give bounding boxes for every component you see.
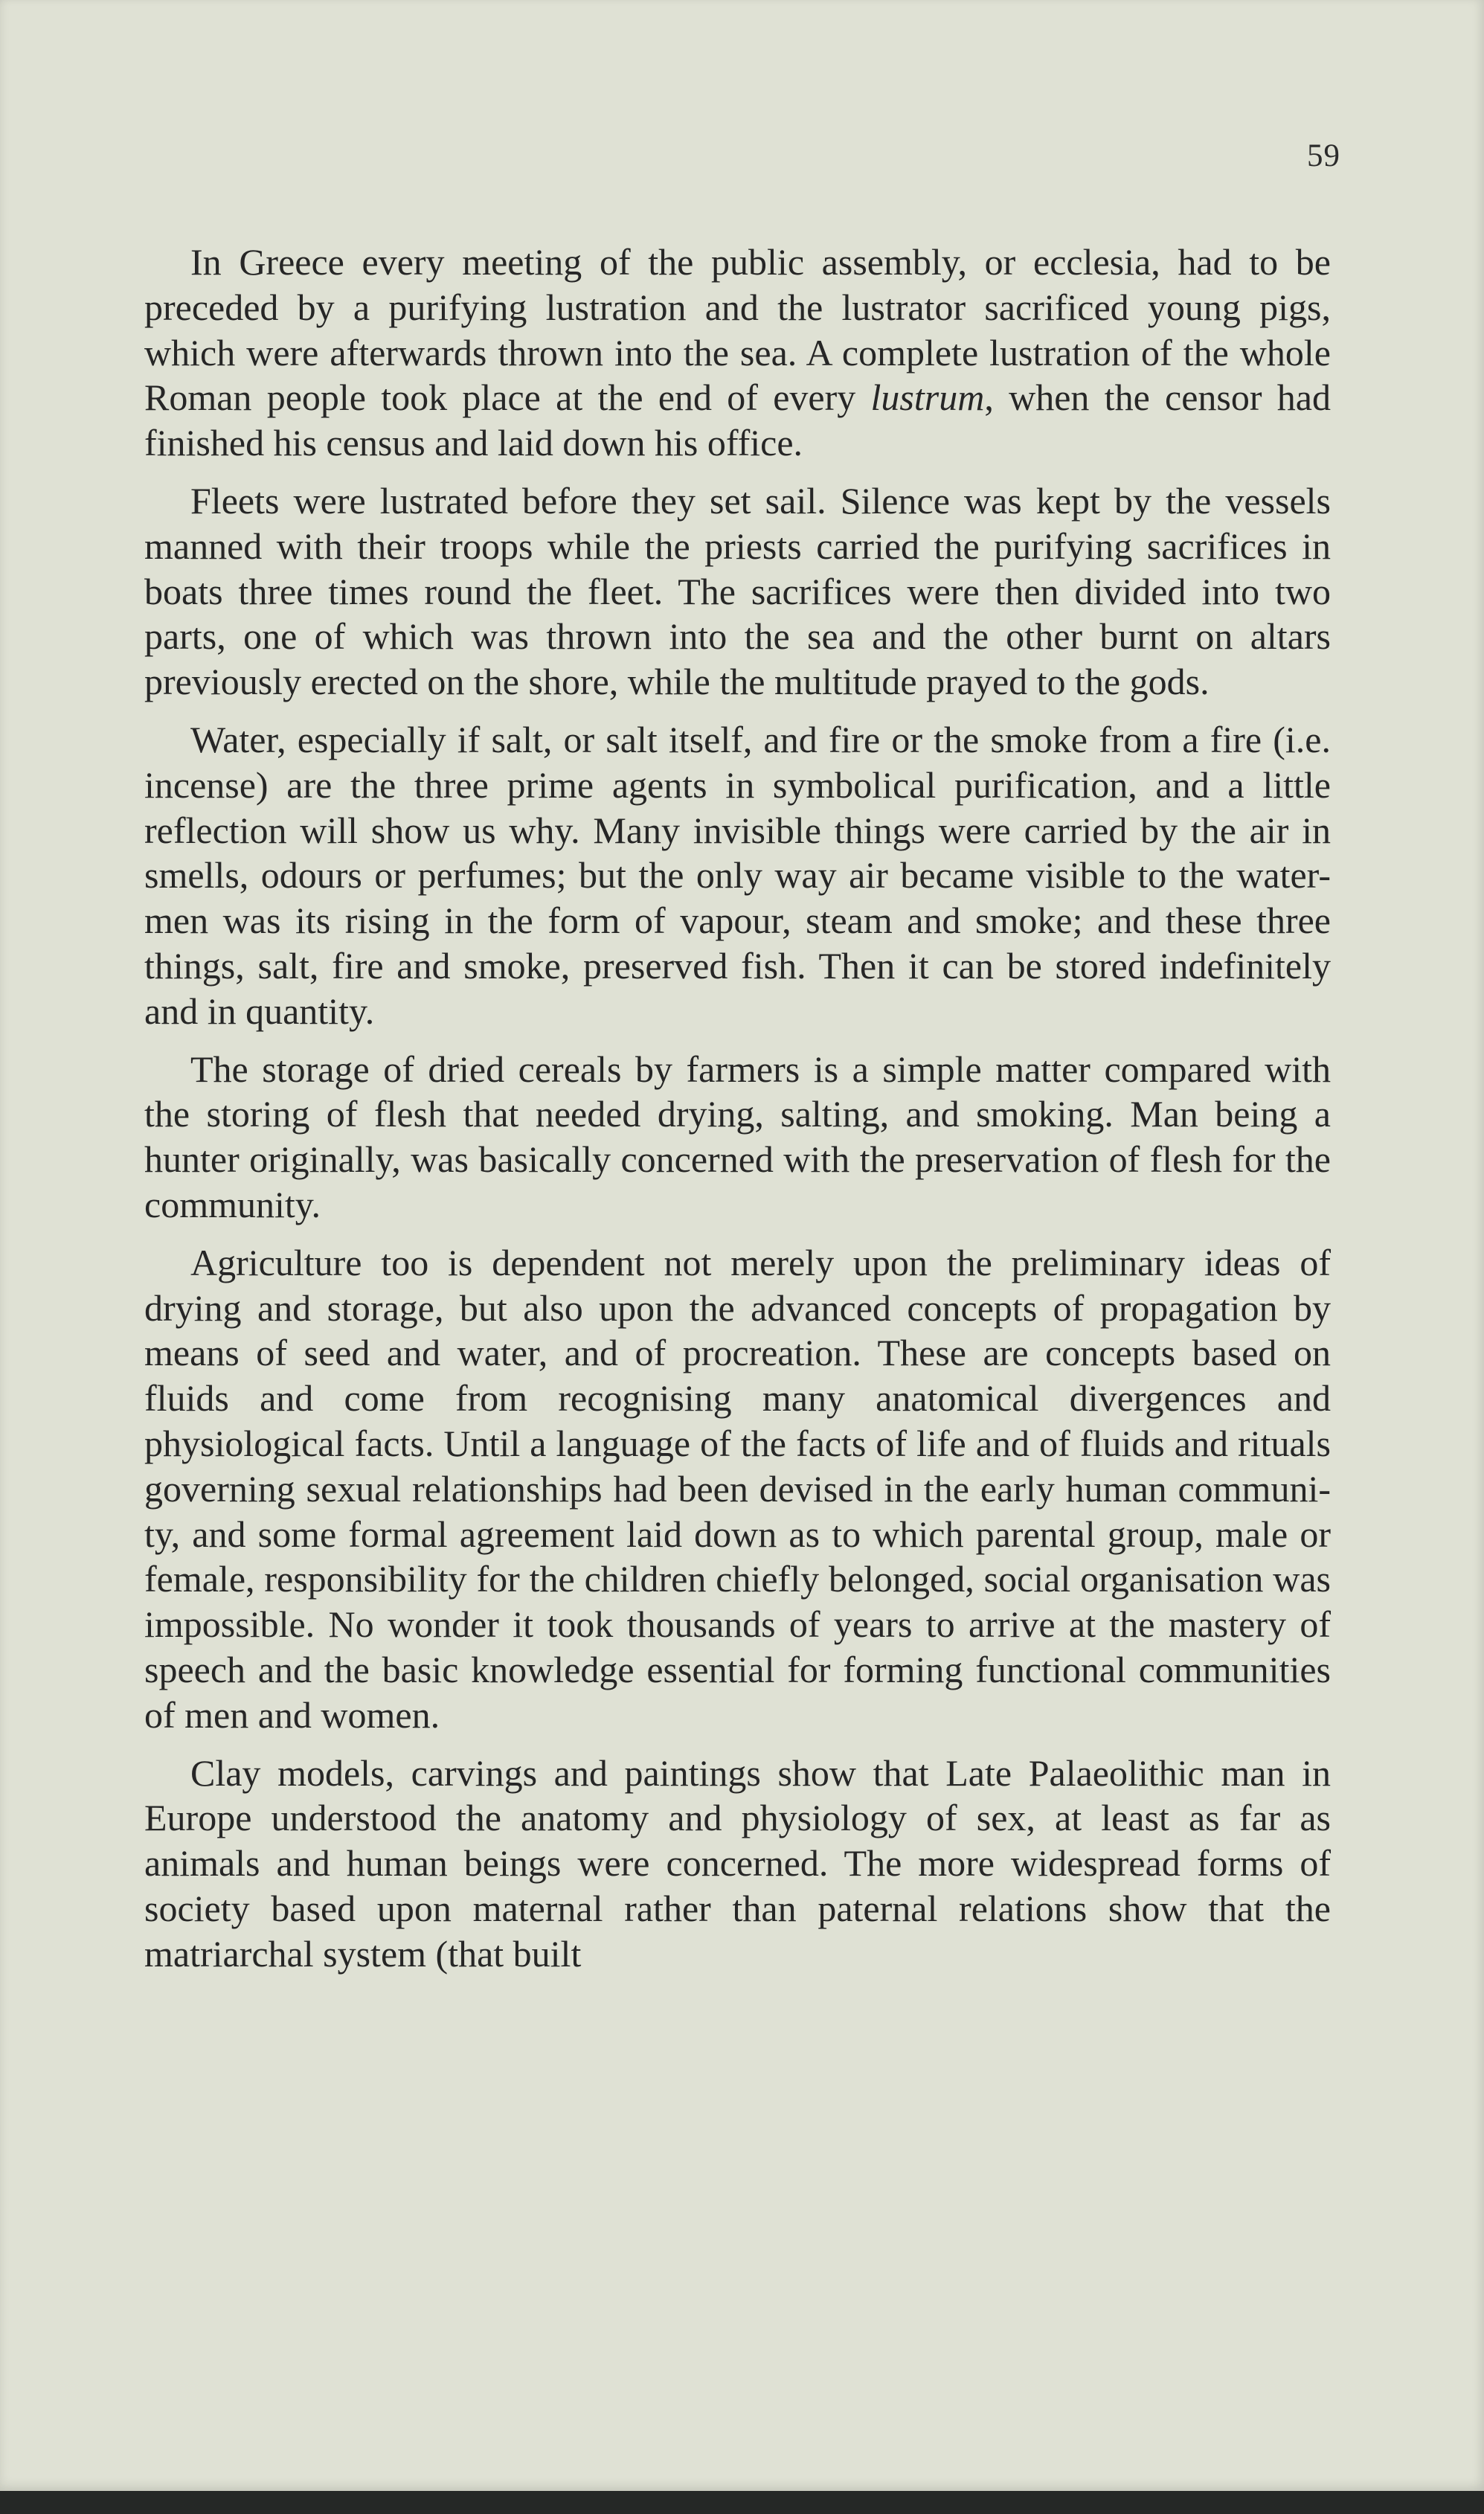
paragraph-3: Water, especially if salt, or salt itself, and fire or the smoke from a fire (i.e. incense) are the three prime agents in symbolical purification, and a little reflection will show us why. Many invisible things were carried by the air in smells, odours or perfumes; but the only way air became visible to the water-men was its rising in the form of vapour, steam and smoke; and these three things, salt, fire and smoke, preserved fish. Then it can be stored indefinitely and in quantity.	[144, 718, 1331, 1032]
paragraph-4: The storage of dried cereals by farmers is a simple matter compared with the storing of flesh that needed drying, salting, and smoking. Man being a hunter originally, was basically concerned with the preservation of flesh for the community.	[144, 1048, 1331, 1225]
page-number: 59	[1307, 138, 1340, 173]
paragraph-1	[144, 240, 1331, 466]
paragraph-2: Fleets were lustrated before they set sail. Silence was kept by the vessels manned with their troops while the priests carried the purifying sacrifices in boats three times round the fleet. The sacrifices were then divided into two parts, one of which was thrown into the sea and the other burnt on altars previously erected on the shore, while the multitude prayed to the gods.	[144, 479, 1331, 703]
scanner-background-edge	[0, 2491, 1484, 2514]
body-text	[144, 240, 1331, 1989]
paragraph-5: Agriculture too is dependent not merely upon the preliminary ideas of drying and storage, but also upon the advanced concepts of propagation by means of seed and water, and of procreation. These are concepts based on fluids and come from recognising many anatomical divergences and physiological facts. Until a language of the facts of life and of fluids and rituals governing sexual relationships had been devised in the early human community, and some formal agreement laid down as to which parental group, male or female, responsibility for the children chiefly belonged, social organisation was impossible. No wonder it took thousands of years to arrive at the mastery of speech and the basic knowledge essential for forming functional communities of men and women.	[144, 1241, 1331, 1736]
paragraph-1-text-after: , when the censor had finished his census and laid down his office.	[144, 376, 1331, 464]
paragraph-1-italic-term: lustrum	[870, 376, 985, 419]
paragraph-1-text-before: In Greece every meeting of the public assembly, or ecclesia, had to be preceded by a purifying lustration and the lustrator sacrificed young pigs, which were afterwards thrown into the sea. A complete lustration of the whole Roman people took place at the end of every	[144, 241, 1331, 419]
paragraph-6: Clay models, carvings and paintings show that Late Palaeolithic man in Europe understood the anatomy and physiology of sex, at least as far as animals and human beings were concerned. The more widespread forms of society based upon maternal rather than paternal relations show that the matriarchal system (that built	[144, 1751, 1331, 1975]
